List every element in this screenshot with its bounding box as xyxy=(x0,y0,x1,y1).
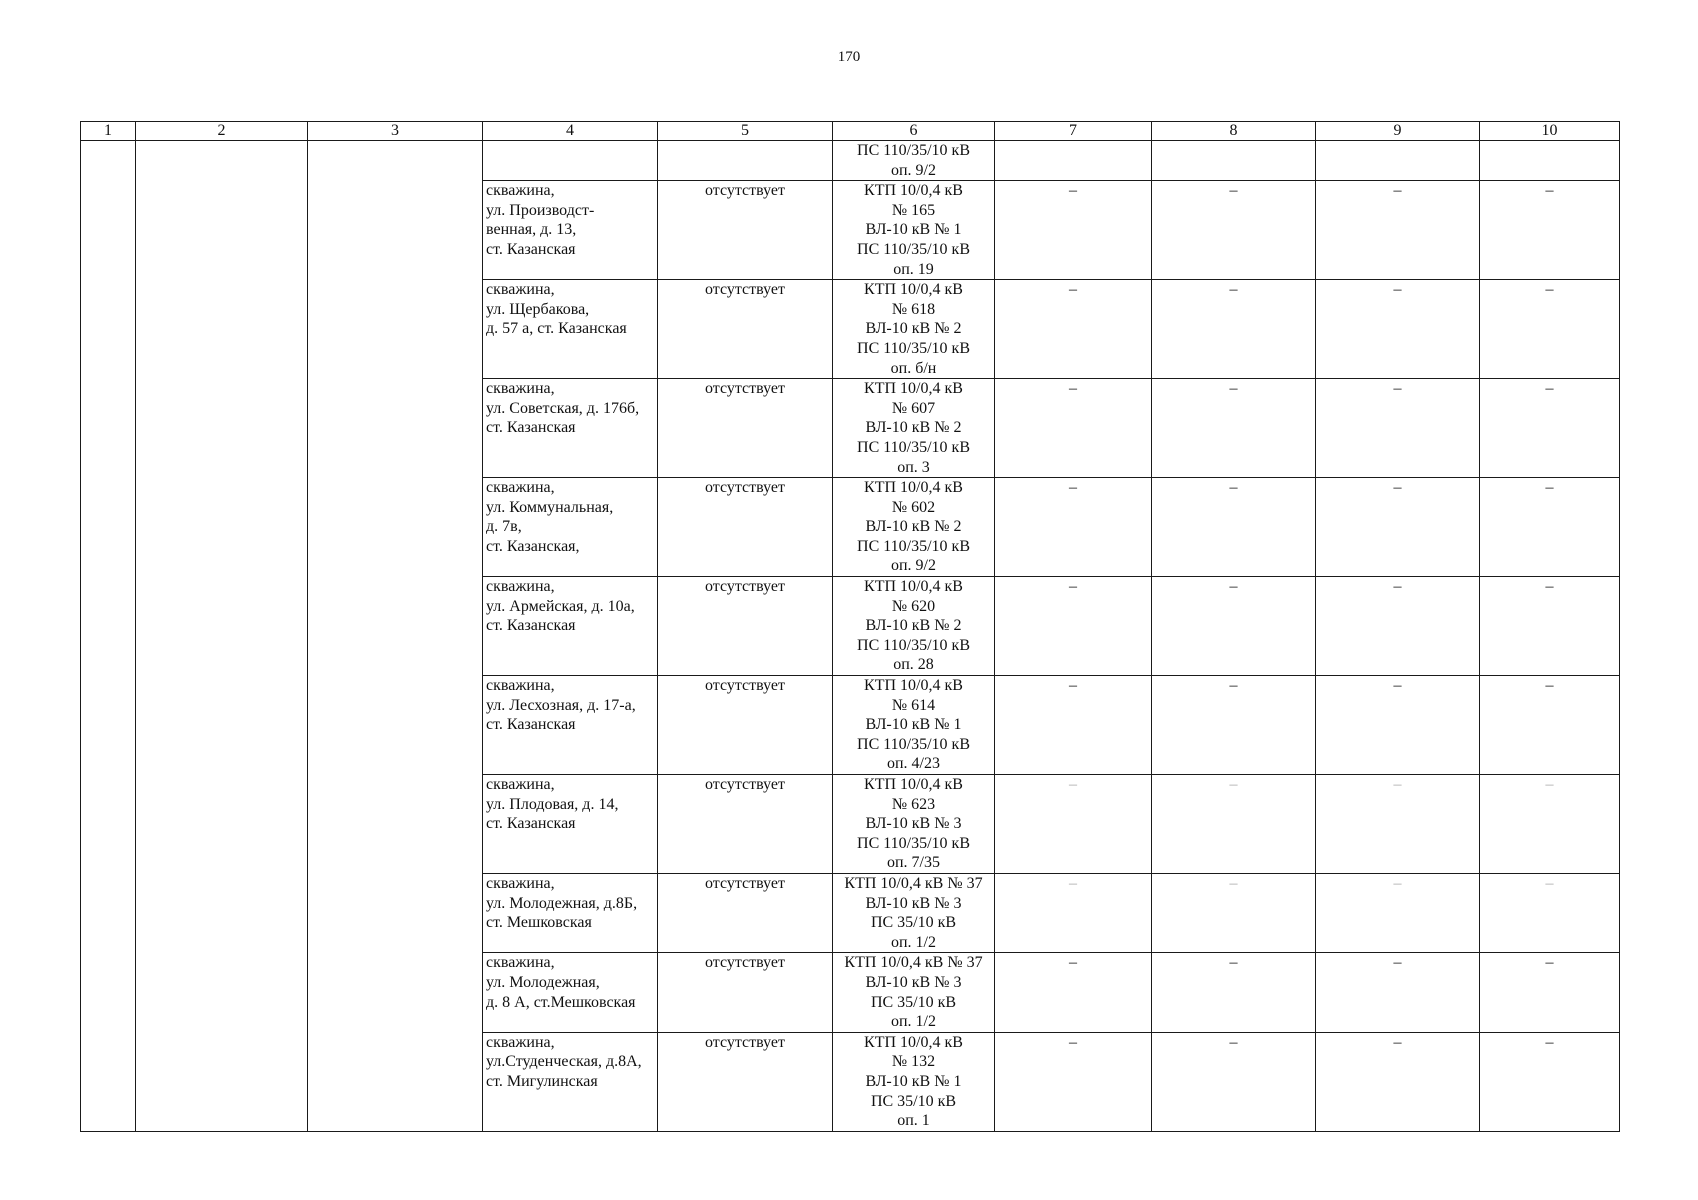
col-8-cell xyxy=(1152,141,1316,181)
col-10-cell: – xyxy=(1480,775,1620,874)
header-cell: 2 xyxy=(136,122,308,141)
col-9-cell: – xyxy=(1316,953,1480,1032)
availability-cell: отсутствует xyxy=(658,873,833,952)
col-10-cell: – xyxy=(1480,280,1620,379)
power-source-cell: ПС 110/35/10 кВ оп. 9/2 xyxy=(833,141,995,181)
col-7-cell: – xyxy=(995,181,1152,280)
object-address-cell: скважина, ул. Советская, д. 176б, ст. Казанская xyxy=(483,379,658,478)
col-10-cell xyxy=(1480,141,1620,181)
col-10-cell: – xyxy=(1480,379,1620,478)
col-7-cell: – xyxy=(995,379,1152,478)
col-8-cell: – xyxy=(1152,478,1316,577)
col-10-cell: – xyxy=(1480,873,1620,952)
col-7-cell: – xyxy=(995,577,1152,676)
col-8-cell: – xyxy=(1152,873,1316,952)
availability-cell: отсутствует xyxy=(658,775,833,874)
col-7-cell: – xyxy=(995,1032,1152,1131)
availability-cell: отсутствует xyxy=(658,181,833,280)
col-9-cell: – xyxy=(1316,379,1480,478)
header-cell: 5 xyxy=(658,122,833,141)
object-address-cell: скважина, ул. Молодежная, д. 8 А, ст.Мешковская xyxy=(483,953,658,1032)
col-10-cell: – xyxy=(1480,1032,1620,1131)
col-2-cell xyxy=(136,141,308,1132)
col-10-cell: – xyxy=(1480,577,1620,676)
object-address-cell: скважина, ул. Коммунальная, д. 7в, ст. Казанская, xyxy=(483,478,658,577)
object-address-cell: скважина, ул. Лесхозная, д. 17-а, ст. Казанская xyxy=(483,676,658,775)
col-8-cell: – xyxy=(1152,181,1316,280)
availability-cell: отсутствует xyxy=(658,280,833,379)
col-1-cell xyxy=(81,141,136,1132)
object-address-cell: скважина, ул. Производст- венная, д. 13, ст. Казанская xyxy=(483,181,658,280)
object-address-cell xyxy=(483,141,658,181)
table-header-row xyxy=(81,122,1620,141)
col-9-cell: – xyxy=(1316,181,1480,280)
col-7-cell: – xyxy=(995,775,1152,874)
header-cell: 4 xyxy=(483,122,658,141)
power-source-cell: КТП 10/0,4 кВ № 165 ВЛ-10 кВ № 1 ПС 110/35/10 кВ оп. 19 xyxy=(833,181,995,280)
col-10-cell: – xyxy=(1480,478,1620,577)
col-7-cell: – xyxy=(995,478,1152,577)
col-9-cell: – xyxy=(1316,873,1480,952)
col-8-cell: – xyxy=(1152,1032,1316,1131)
header-cell: 6 xyxy=(833,122,995,141)
header-cell: 7 xyxy=(995,122,1152,141)
object-address-cell: скважина, ул. Армейская, д. 10а, ст. Казанская xyxy=(483,577,658,676)
availability-cell: отсутствует xyxy=(658,577,833,676)
col-8-cell: – xyxy=(1152,577,1316,676)
col-9-cell: – xyxy=(1316,280,1480,379)
col-10-cell: – xyxy=(1480,181,1620,280)
power-source-cell: КТП 10/0,4 кВ № 607 ВЛ-10 кВ № 2 ПС 110/35/10 кВ оп. 3 xyxy=(833,379,995,478)
power-source-cell: КТП 10/0,4 кВ № 618 ВЛ-10 кВ № 2 ПС 110/35/10 кВ оп. б/н xyxy=(833,280,995,379)
power-source-cell: КТП 10/0,4 кВ № 132 ВЛ-10 кВ № 1 ПС 35/10 кВ оп. 1 xyxy=(833,1032,995,1131)
col-8-cell: – xyxy=(1152,676,1316,775)
power-source-cell: КТП 10/0,4 кВ № 614 ВЛ-10 кВ № 1 ПС 110/35/10 кВ оп. 4/23 xyxy=(833,676,995,775)
table-row xyxy=(81,141,1620,181)
col-8-cell: – xyxy=(1152,775,1316,874)
header-cell: 1 xyxy=(81,122,136,141)
page-number: 170 xyxy=(837,49,861,65)
header-cell: 8 xyxy=(1152,122,1316,141)
availability-cell xyxy=(658,141,833,181)
availability-cell: отсутствует xyxy=(658,1032,833,1131)
col-7-cell: – xyxy=(995,280,1152,379)
col-8-cell: – xyxy=(1152,953,1316,1032)
col-9-cell: – xyxy=(1316,676,1480,775)
availability-cell: отсутствует xyxy=(658,478,833,577)
object-address-cell: скважина, ул.Студенческая, д.8А, ст. Мигулинская xyxy=(483,1032,658,1131)
col-9-cell xyxy=(1316,141,1480,181)
col-10-cell: – xyxy=(1480,676,1620,775)
col-7-cell: – xyxy=(995,873,1152,952)
power-source-cell: КТП 10/0,4 кВ № 620 ВЛ-10 кВ № 2 ПС 110/35/10 кВ оп. 28 xyxy=(833,577,995,676)
object-address-cell: скважина, ул. Молодежная, д.8Б, ст. Мешковская xyxy=(483,873,658,952)
col-7-cell: – xyxy=(995,953,1152,1032)
col-8-cell: – xyxy=(1152,280,1316,379)
col-9-cell: – xyxy=(1316,478,1480,577)
availability-cell: отсутствует xyxy=(658,953,833,1032)
object-address-cell: скважина, ул. Щербакова, д. 57 а, ст. Казанская xyxy=(483,280,658,379)
power-source-cell: КТП 10/0,4 кВ № 37 ВЛ-10 кВ № 3 ПС 35/10 кВ оп. 1/2 xyxy=(833,953,995,1032)
data-table xyxy=(80,121,1620,1132)
col-9-cell: – xyxy=(1316,1032,1480,1131)
col-9-cell: – xyxy=(1316,775,1480,874)
col-10-cell: – xyxy=(1480,953,1620,1032)
col-3-cell xyxy=(308,141,483,1132)
header-cell: 10 xyxy=(1480,122,1620,141)
header-cell: 9 xyxy=(1316,122,1480,141)
header-cell: 3 xyxy=(308,122,483,141)
col-9-cell: – xyxy=(1316,577,1480,676)
power-source-cell: КТП 10/0,4 кВ № 37 ВЛ-10 кВ № 3 ПС 35/10 кВ оп. 1/2 xyxy=(833,873,995,952)
col-7-cell xyxy=(995,141,1152,181)
power-source-cell: КТП 10/0,4 кВ № 623 ВЛ-10 кВ № 3 ПС 110/35/10 кВ оп. 7/35 xyxy=(833,775,995,874)
availability-cell: отсутствует xyxy=(658,676,833,775)
availability-cell: отсутствует xyxy=(658,379,833,478)
col-8-cell: – xyxy=(1152,379,1316,478)
object-address-cell: скважина, ул. Плодовая, д. 14, ст. Казанская xyxy=(483,775,658,874)
col-7-cell: – xyxy=(995,676,1152,775)
power-source-cell: КТП 10/0,4 кВ № 602 ВЛ-10 кВ № 2 ПС 110/35/10 кВ оп. 9/2 xyxy=(833,478,995,577)
